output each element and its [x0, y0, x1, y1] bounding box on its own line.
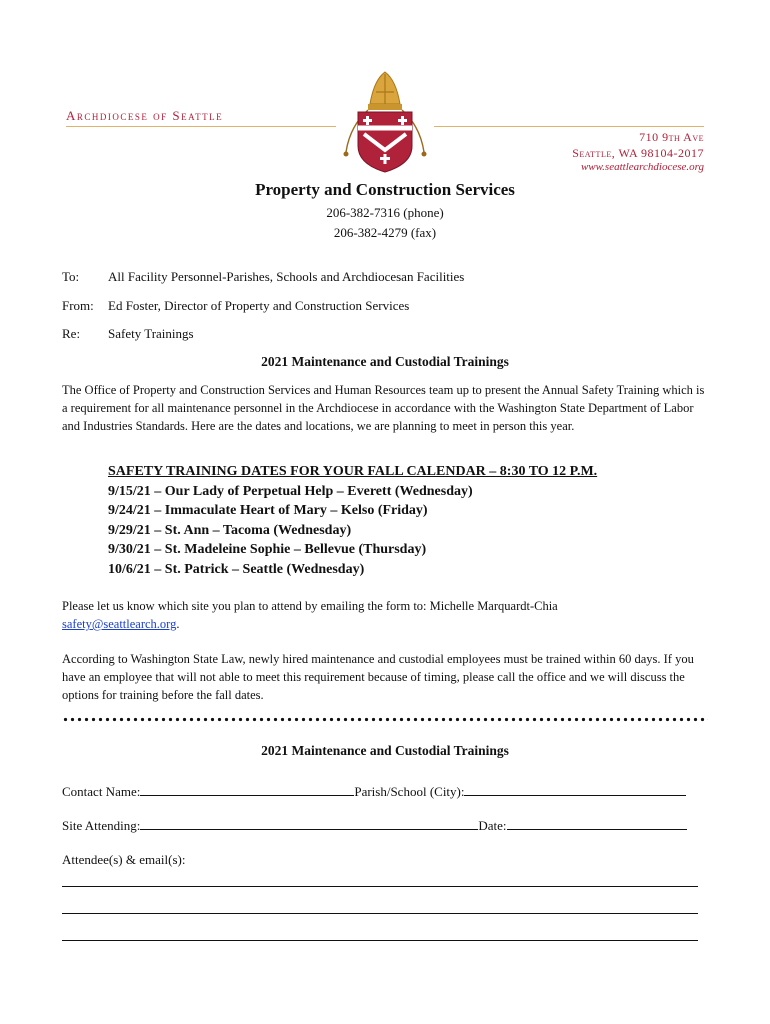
training-dates-heading: SAFETY TRAINING DATES FOR YOUR FALL CALENDAR – 8:30 TO 12 P.M. — [108, 464, 598, 479]
attendees-field-2[interactable] — [62, 903, 698, 914]
contact-paragraph — [62, 597, 710, 633]
attendees-field-1[interactable] — [62, 876, 698, 887]
safety-email-link[interactable]: safety@seattlearch.org — [62, 617, 177, 631]
attendees-field-3[interactable] — [62, 930, 698, 941]
memo-re-value: Safety Trainings — [108, 326, 194, 341]
contact-name-label: Contact Name: — [62, 784, 141, 799]
contact-text: Please let us know which site you plan to attend by emailing the form to: Michelle Marquardt-Chia — [62, 599, 558, 613]
memo-from-label: From: — [62, 298, 94, 313]
address-line1: 710 9th Ave — [639, 130, 704, 144]
dotted-divider — [62, 717, 708, 722]
department-title: Property and Construction Services — [255, 180, 515, 199]
memo-from-value: Ed Foster, Director of Property and Construction Services — [108, 298, 410, 313]
department-fax: 206-382-4279 (fax) — [333, 225, 437, 240]
training-date-item: 10/6/21 – St. Patrick – Seattle (Wednesday) — [108, 561, 365, 577]
website-text: www.seattlearchdiocese.org — [580, 161, 704, 173]
memo-to-value: All Facility Personnel-Parishes, Schools and Archdiocesan Facilities — [108, 269, 465, 284]
site-date-row — [62, 817, 708, 834]
attendees-label: Attendee(s) & email(s): — [62, 852, 186, 867]
contact-parish-row — [62, 783, 708, 800]
memo-re-label: Re: — [62, 326, 81, 341]
contact-suffix: . — [176, 617, 180, 631]
date-field[interactable] — [507, 817, 687, 830]
section-title: 2021 Maintenance and Custodial Trainings — [261, 354, 509, 369]
parish-field[interactable] — [464, 783, 686, 796]
parish-label: Parish/School (City): — [354, 784, 465, 799]
department-phone: 206-382-7316 (phone) — [326, 205, 444, 220]
org-name: Archdiocese of Seattle — [66, 108, 224, 123]
law-paragraph: According to Washington State Law, newly hired maintenance and custodial employees must be trained within 60 days. If you have an employee that will not able to meet this requirement because of timing, please call the office and we will discuss the options for training before the fall dates. — [62, 652, 694, 702]
training-date-item: 9/30/21 – St. Madeleine Sophie – Bellevue (Thursday) — [108, 542, 427, 557]
training-date-item: 9/24/21 – Immaculate Heart of Mary – Kelso (Friday) — [108, 503, 428, 518]
memo-to-label: To: — [62, 269, 80, 284]
training-date-item: 9/15/21 – Our Lady of Perpetual Help – Everett (Wednesday) — [108, 483, 473, 499]
contact-name-field[interactable] — [140, 783, 354, 796]
form-title: 2021 Maintenance and Custodial Trainings — [261, 743, 509, 758]
site-attending-field[interactable] — [140, 817, 478, 830]
site-attending-label: Site Attending: — [62, 818, 141, 833]
letterhead-rule-right — [434, 126, 704, 127]
date-label: Date: — [478, 818, 507, 833]
archdiocese-seal-icon — [338, 66, 432, 176]
letterhead-rule-left — [66, 126, 336, 127]
intro-paragraph: The Office of Property and Construction Services and Human Resources team up to present the Annual Safety Training which is a requirement for all maintenance personnel in the Archdiocese in accordance with the Washington State Department of Labor and Industries Standards. Here are the dates and locations, we are planning to meet in person this year. — [62, 383, 705, 433]
address-line2: Seattle, WA 98104-2017 — [572, 146, 704, 160]
training-date-item: 9/29/21 – St. Ann – Tacoma (Wednesday) — [108, 522, 352, 538]
training-dates-list — [108, 462, 597, 579]
attendees-lines — [62, 876, 708, 946]
